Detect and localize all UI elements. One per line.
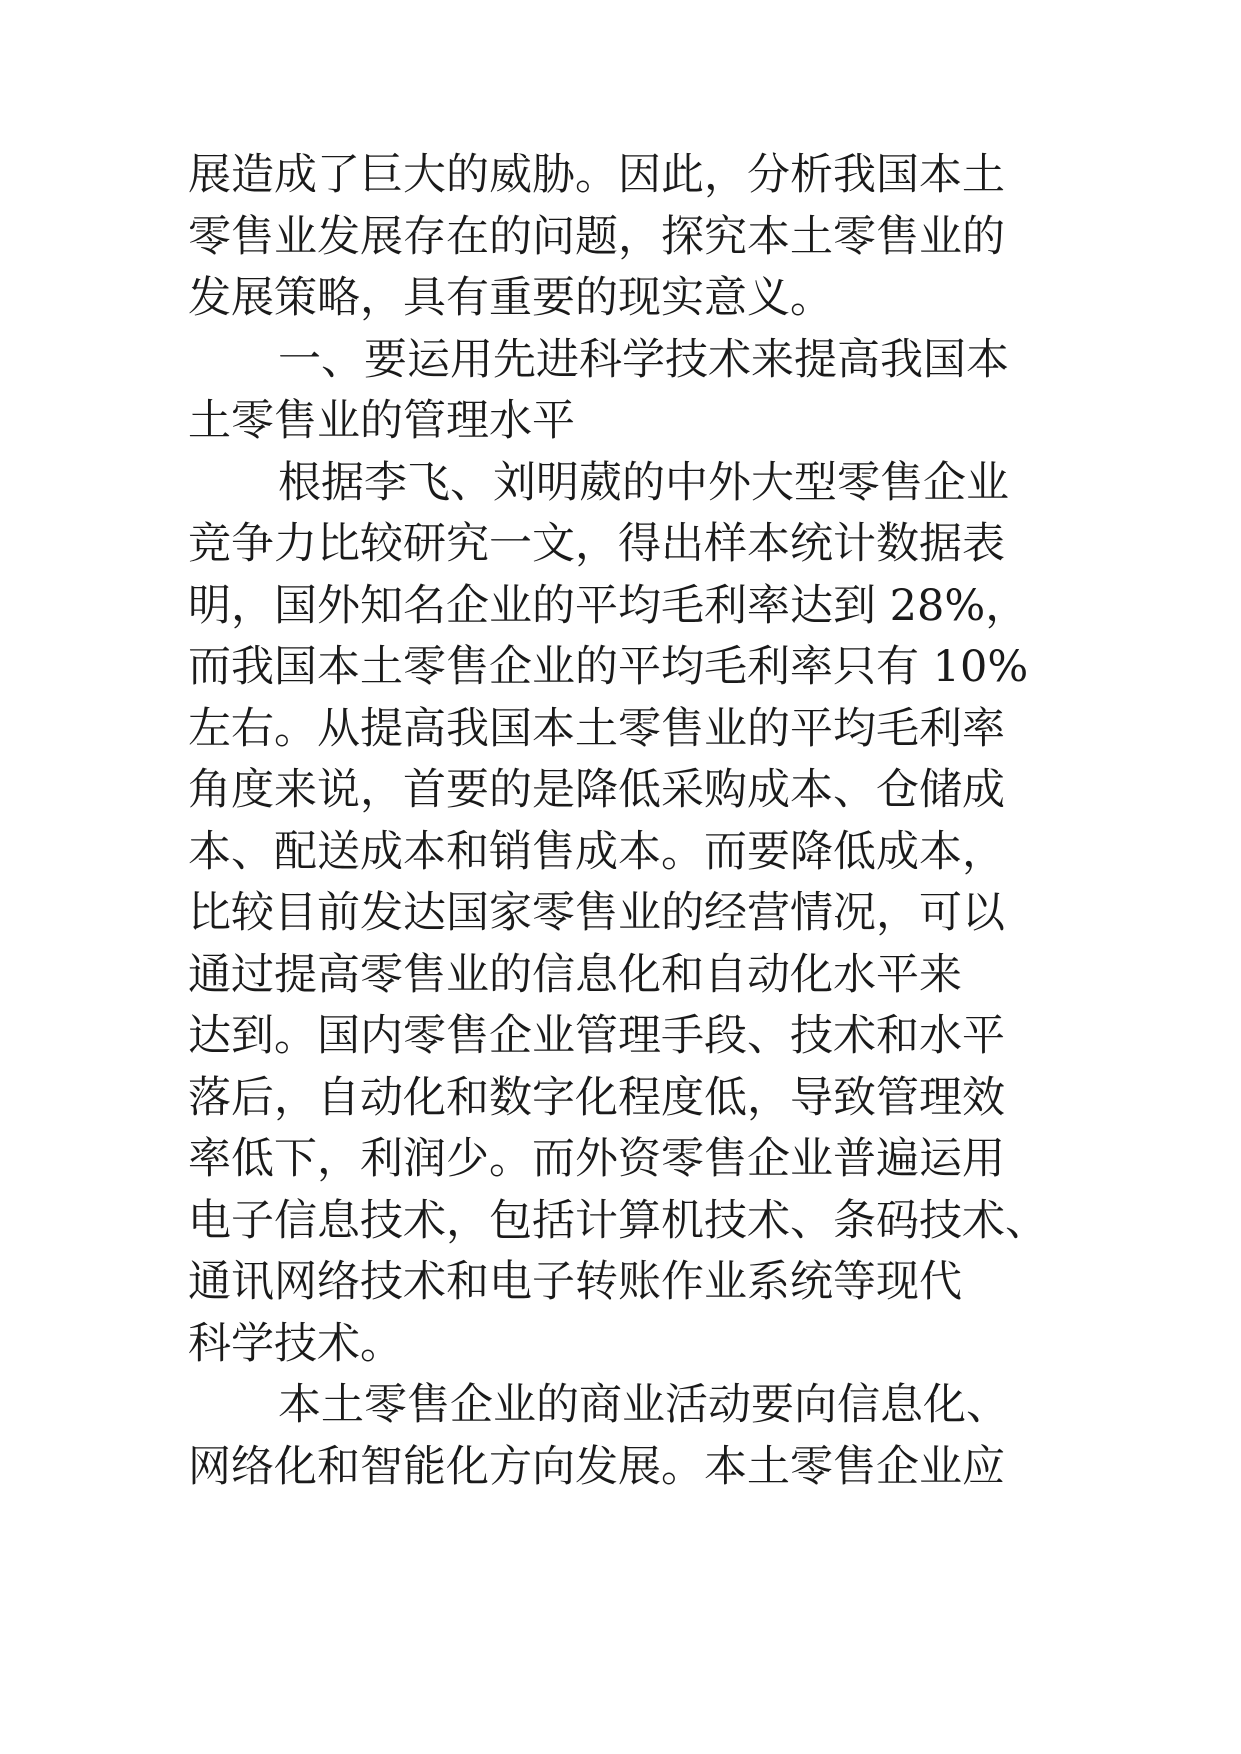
text-line: 落后，自动化和数字化程度低，导致管理效 [188, 1072, 1005, 1123]
text-line: 本、配送成本和销售成本。而要降低成本， [188, 826, 1005, 877]
text-line: 比较目前发达国家零售业的经营情况，可以 [188, 888, 1005, 938]
text-line: 根据李飞、刘明葳的中外大型零售企业 [278, 457, 1009, 508]
text-line: 展造成了巨大的威胁。因此，分析我国本土 [188, 150, 1005, 200]
text-line: 左右。从提高我国本土零售业的平均毛利率 [188, 703, 1005, 754]
text-line: 率低下，利润少。而外资零售企业普遍运用 [188, 1134, 1005, 1184]
text-line: 网络化和智能化方向发展。本土零售企业应 [188, 1441, 1005, 1492]
text-line: 发展策略，具有重要的现实意义。 [188, 273, 833, 323]
section-heading-line: 一、要运用先进科学技术来提高我国本 [278, 334, 1009, 385]
text-line: 角度来说，首要的是降低采购成本、仓储成 [188, 765, 1005, 815]
body-text [188, 145, 1068, 1498]
text-line: 通过提高零售业的信息化和自动化水平来 [188, 949, 962, 1000]
text-line: 竞争力比较研究一文，得出样本统计数据表 [188, 519, 1005, 569]
text-line: 通讯网络技术和电子转账作业系统等现代 [188, 1257, 962, 1307]
text-line: 电子信息技术，包括计算机技术、条码技术、 [188, 1195, 1048, 1246]
text-line: 零售业发展存在的问题，探究本土零售业的 [188, 211, 1005, 262]
text-line: 达到。国内零售企业管理手段、技术和水平 [188, 1011, 1005, 1061]
section-heading-line: 土零售业的管理水平 [188, 396, 575, 446]
text-line: 而我国本土零售企业的平均毛利率只有 10% [188, 642, 1029, 692]
text-line: 本土零售企业的商业活动要向信息化、 [278, 1380, 1009, 1430]
text-line: 科学技术。 [188, 1318, 403, 1369]
text-line: 明，国外知名企业的平均毛利率达到 28%， [188, 580, 1029, 631]
